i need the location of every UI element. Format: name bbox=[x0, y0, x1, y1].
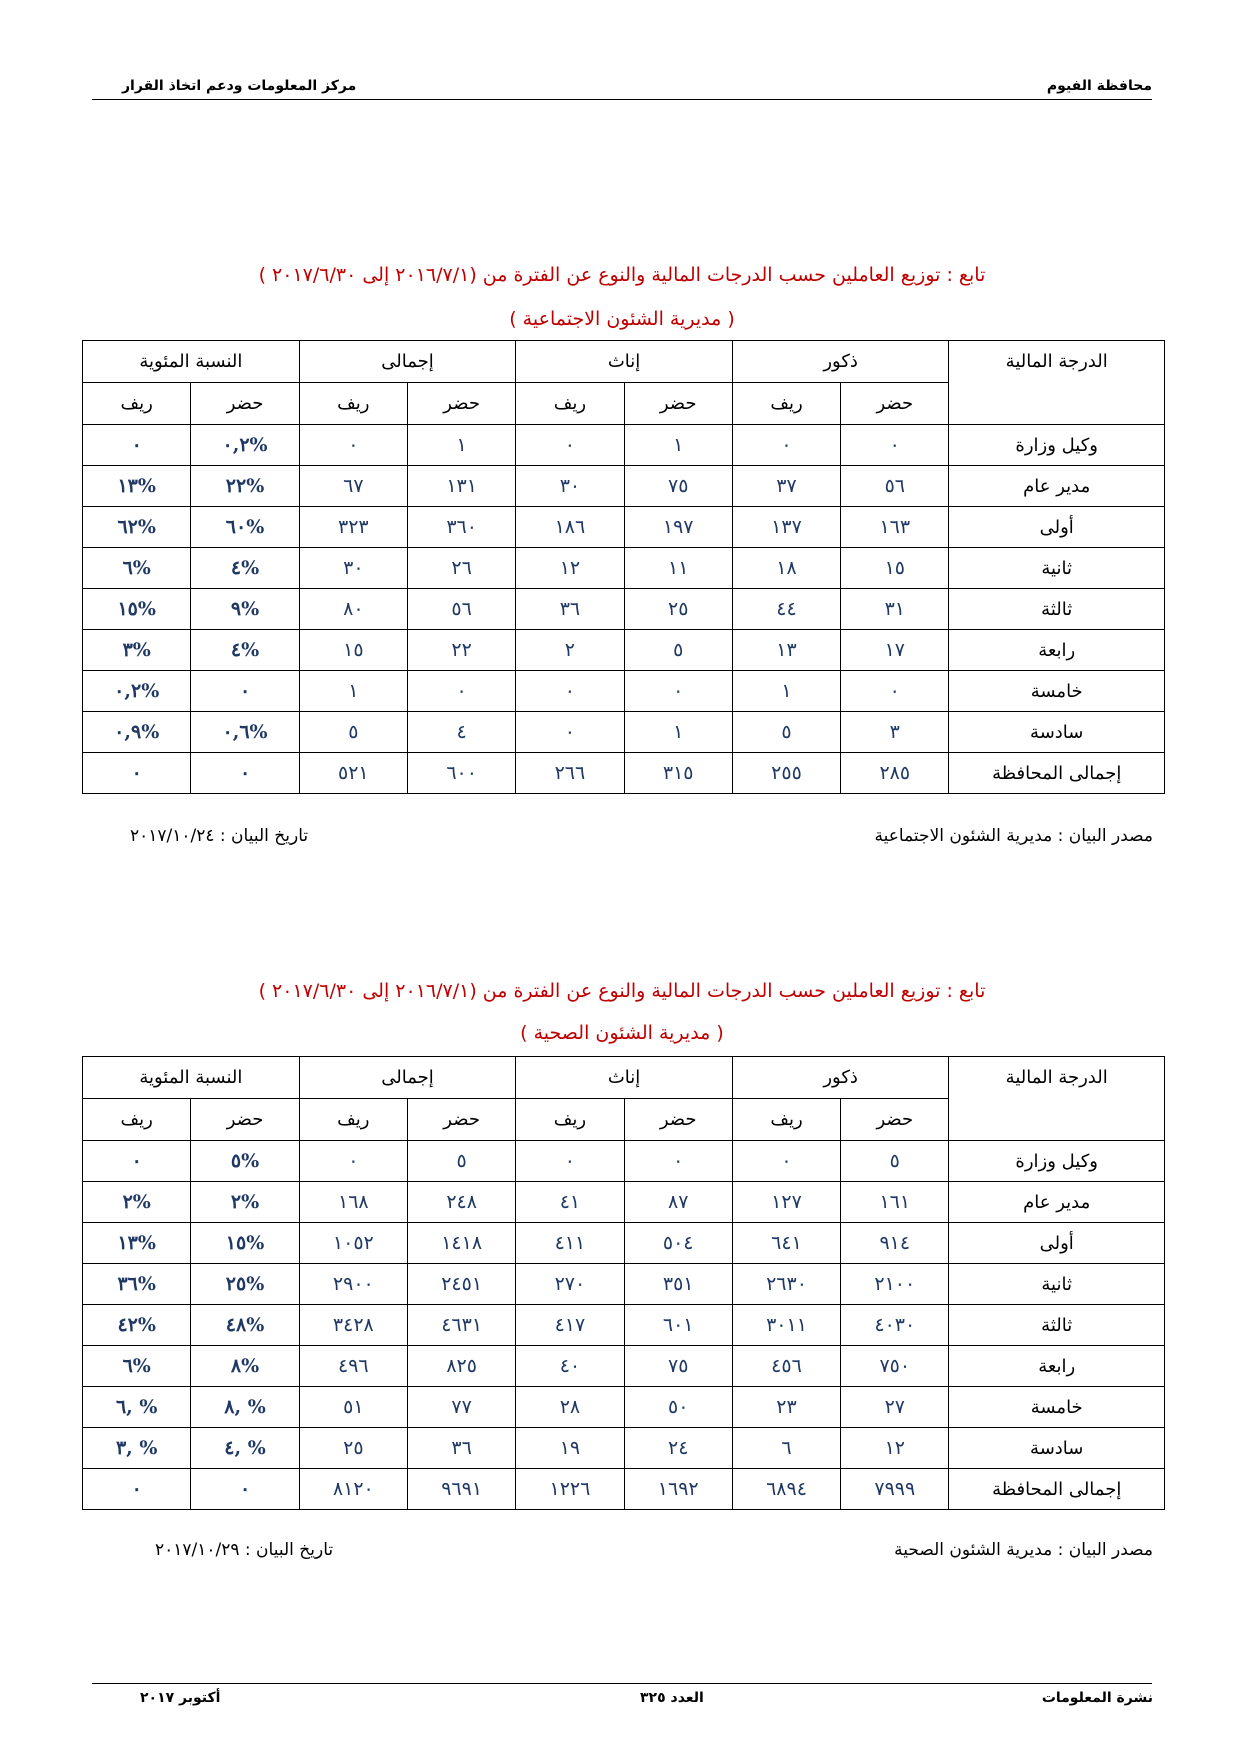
table-cell: %١٣ bbox=[83, 466, 191, 507]
table-cell: %٠,٢ bbox=[83, 671, 191, 712]
table-cell: ٤٦٣١ bbox=[407, 1305, 515, 1346]
table-row bbox=[83, 1469, 1165, 1510]
table2-source: مصدر البيان : مديرية الشئون الصحية bbox=[894, 1540, 1153, 1560]
grade-column-header: الدرجة المالية bbox=[949, 1057, 1165, 1141]
table-cell: %٢ bbox=[83, 1182, 191, 1223]
table1-body bbox=[83, 341, 1165, 794]
table-cell: ٧٥ bbox=[624, 466, 732, 507]
table-row bbox=[83, 589, 1165, 630]
table-cell: ٣٦ bbox=[407, 1428, 515, 1469]
table-cell: ٠ bbox=[516, 712, 624, 753]
table-cell: ١٢٧ bbox=[732, 1182, 840, 1223]
table-cell: %٠,٢ bbox=[191, 425, 299, 466]
table-cell: % ,٨ bbox=[191, 1387, 299, 1428]
table-row bbox=[83, 1346, 1165, 1387]
table-row bbox=[83, 425, 1165, 466]
total-header: إجمالى bbox=[299, 341, 516, 383]
table-cell: ٣١ bbox=[841, 589, 949, 630]
grade-label: ثانية bbox=[949, 1264, 1165, 1305]
table-cell: ٣٦٠ bbox=[407, 507, 515, 548]
table-cell: ٢٧ bbox=[841, 1387, 949, 1428]
grade-label: خامسة bbox=[949, 671, 1165, 712]
table-cell: ٤ bbox=[407, 712, 515, 753]
table-cell: ١ bbox=[624, 425, 732, 466]
urban-subheader: حضر bbox=[624, 383, 732, 425]
table-row bbox=[83, 1305, 1165, 1346]
table-cell: ٠ bbox=[83, 425, 191, 466]
grade-label: وكيل وزارة bbox=[949, 425, 1165, 466]
rural-subheader: ريف bbox=[516, 1099, 624, 1141]
table-cell: ٠ bbox=[191, 1469, 299, 1510]
table-cell: %٦٢ bbox=[83, 507, 191, 548]
header-row-groups bbox=[83, 1057, 1165, 1099]
rural-subheader: ريف bbox=[83, 1099, 191, 1141]
table-cell: ٣٠١١ bbox=[732, 1305, 840, 1346]
table-cell: ٣٥١ bbox=[624, 1264, 732, 1305]
urban-subheader: حضر bbox=[407, 1099, 515, 1141]
total-header: إجمالى bbox=[299, 1057, 516, 1099]
table-cell: ١٠٥٢ bbox=[299, 1223, 407, 1264]
table-cell: ٥٢١ bbox=[299, 753, 407, 794]
urban-subheader: حضر bbox=[191, 383, 299, 425]
table-cell: ٣٢٣ bbox=[299, 507, 407, 548]
table-cell: %٦٠ bbox=[191, 507, 299, 548]
table-cell: ٢٨٥ bbox=[841, 753, 949, 794]
grade-label: خامسة bbox=[949, 1387, 1165, 1428]
table-cell: %٢٢ bbox=[191, 466, 299, 507]
table-cell: ٣٧ bbox=[732, 466, 840, 507]
urban-subheader: حضر bbox=[407, 383, 515, 425]
table-cell: ٢٩٠٠ bbox=[299, 1264, 407, 1305]
table-cell: ٣٤٢٨ bbox=[299, 1305, 407, 1346]
table-cell: ٢٤ bbox=[624, 1428, 732, 1469]
table-cell: ٠ bbox=[516, 425, 624, 466]
table-row bbox=[83, 1387, 1165, 1428]
table-cell: ١٥ bbox=[299, 630, 407, 671]
table-cell: ٠ bbox=[299, 425, 407, 466]
grade-label: سادسة bbox=[949, 712, 1165, 753]
table1 bbox=[82, 340, 1165, 794]
table-row bbox=[83, 1428, 1165, 1469]
table-cell: ٥١ bbox=[299, 1387, 407, 1428]
table2-date: تاريخ البيان : ٢٠١٧/١٠/٢٩ bbox=[155, 1540, 334, 1560]
table-cell: ٤٥٦ bbox=[732, 1346, 840, 1387]
grade-label: أولى bbox=[949, 1223, 1165, 1264]
table-cell: ١٦٨ bbox=[299, 1182, 407, 1223]
table-cell: ٤٠٣٠ bbox=[841, 1305, 949, 1346]
table-cell: ١٤١٨ bbox=[407, 1223, 515, 1264]
table-cell: ١٦١ bbox=[841, 1182, 949, 1223]
males-header: ذكور bbox=[732, 341, 949, 383]
table-cell: ٠ bbox=[299, 1141, 407, 1182]
grade-column-header: الدرجة المالية bbox=[949, 341, 1165, 425]
table-cell: %٤٢ bbox=[83, 1305, 191, 1346]
table-cell: ٢٢ bbox=[407, 630, 515, 671]
grade-label: سادسة bbox=[949, 1428, 1165, 1469]
table-cell: ٥٦ bbox=[407, 589, 515, 630]
table-cell: %٦ bbox=[83, 548, 191, 589]
table-cell: ٦ bbox=[732, 1428, 840, 1469]
urban-subheader: حضر bbox=[624, 1099, 732, 1141]
table-cell: ٢٥٥ bbox=[732, 753, 840, 794]
table-cell: ١ bbox=[732, 671, 840, 712]
table-cell: ١١ bbox=[624, 548, 732, 589]
table-cell: ٠ bbox=[841, 425, 949, 466]
table-cell: ٠ bbox=[407, 671, 515, 712]
table-cell: ٧٧ bbox=[407, 1387, 515, 1428]
table-cell: ٣ bbox=[841, 712, 949, 753]
table-row bbox=[83, 1141, 1165, 1182]
table-cell: %٢ bbox=[191, 1182, 299, 1223]
grade-label: مدير عام bbox=[949, 466, 1165, 507]
table-cell: ١ bbox=[299, 671, 407, 712]
header-center: مركز المعلومات ودعم اتخاذ القرار bbox=[122, 78, 357, 94]
urban-subheader: حضر bbox=[191, 1099, 299, 1141]
table-cell: ٠ bbox=[83, 1469, 191, 1510]
table-cell: ٢٥ bbox=[624, 589, 732, 630]
table1-subtitle: ( مديرية الشئون الاجتماعية ) bbox=[509, 308, 735, 330]
table-cell: % ,٤ bbox=[191, 1428, 299, 1469]
table-cell: ٦٧ bbox=[299, 466, 407, 507]
table-cell: ٦٨٩٤ bbox=[732, 1469, 840, 1510]
urban-subheader: حضر bbox=[841, 383, 949, 425]
table-cell: ٤١١ bbox=[516, 1223, 624, 1264]
males-header: ذكور bbox=[732, 1057, 949, 1099]
table-cell: ٣٠ bbox=[516, 466, 624, 507]
females-header: إناث bbox=[516, 341, 733, 383]
table-cell: ١٨٦ bbox=[516, 507, 624, 548]
grade-label: إجمالى المحافظة bbox=[949, 1469, 1165, 1510]
page-header bbox=[92, 78, 1152, 100]
footer-date: أكتوبر ٢٠١٧ bbox=[140, 1690, 221, 1706]
table-cell: ٢٥ bbox=[299, 1428, 407, 1469]
table-cell: ١٩ bbox=[516, 1428, 624, 1469]
table-cell: ٦٠١ bbox=[624, 1305, 732, 1346]
table-cell: %٨ bbox=[191, 1346, 299, 1387]
grade-label: ثانية bbox=[949, 548, 1165, 589]
table-cell: ٥ bbox=[407, 1141, 515, 1182]
table-cell: ١٢٢٦ bbox=[516, 1469, 624, 1510]
table-cell: ٨٠ bbox=[299, 589, 407, 630]
table-cell: ٢٤٨ bbox=[407, 1182, 515, 1223]
table-cell: ١٣ bbox=[732, 630, 840, 671]
percent-header: النسبة المئوية bbox=[83, 1057, 300, 1099]
grade-label: أولى bbox=[949, 507, 1165, 548]
table-cell: % ,٦ bbox=[83, 1387, 191, 1428]
table-cell: ١٦٩٢ bbox=[624, 1469, 732, 1510]
table-cell: %١٣ bbox=[83, 1223, 191, 1264]
table-cell: ١ bbox=[624, 712, 732, 753]
table-cell: ١٩٧ bbox=[624, 507, 732, 548]
table-cell: ١٨ bbox=[732, 548, 840, 589]
females-header: إناث bbox=[516, 1057, 733, 1099]
table-cell: ٤٠ bbox=[516, 1346, 624, 1387]
table2-subtitle: ( مديرية الشئون الصحية ) bbox=[520, 1022, 724, 1044]
table-cell: %٠,٩ bbox=[83, 712, 191, 753]
rural-subheader: ريف bbox=[299, 1099, 407, 1141]
table1-title: تابع : توزيع العاملين حسب الدرجات المالية والنوع عن الفترة من (٢٠١٦/٧/١ إلى ٢٠١٧/٦/٣٠ ) bbox=[258, 264, 986, 286]
table-cell: ٥٠ bbox=[624, 1387, 732, 1428]
table-cell: ٢٦٦ bbox=[516, 753, 624, 794]
rural-subheader: ريف bbox=[732, 1099, 840, 1141]
table-cell: ٥ bbox=[624, 630, 732, 671]
table-cell: ٦٠٠ bbox=[407, 753, 515, 794]
header-divider bbox=[92, 99, 1152, 100]
footer-issue: العدد ٣٢٥ bbox=[640, 1690, 704, 1706]
table2 bbox=[82, 1056, 1165, 1510]
table-cell: ٠ bbox=[841, 671, 949, 712]
rural-subheader: ريف bbox=[516, 383, 624, 425]
grade-label: رابعة bbox=[949, 630, 1165, 671]
table-cell: ٧٥ bbox=[624, 1346, 732, 1387]
grade-label: ثالثة bbox=[949, 589, 1165, 630]
table-cell: ٥ bbox=[299, 712, 407, 753]
table-row bbox=[83, 712, 1165, 753]
table-cell: %٤ bbox=[191, 548, 299, 589]
table-cell: ٤٤ bbox=[732, 589, 840, 630]
table-cell: ٥٦ bbox=[841, 466, 949, 507]
table-cell: ١٧ bbox=[841, 630, 949, 671]
table-cell: ٣٠ bbox=[299, 548, 407, 589]
table-cell: ٤٩٦ bbox=[299, 1346, 407, 1387]
table-cell: ٠ bbox=[624, 1141, 732, 1182]
table-cell: ٠ bbox=[83, 1141, 191, 1182]
footer-divider bbox=[92, 1683, 1152, 1684]
table-cell: ٨١٢٠ bbox=[299, 1469, 407, 1510]
table-cell: ٢١٠٠ bbox=[841, 1264, 949, 1305]
table-cell: %٣ bbox=[83, 630, 191, 671]
rural-subheader: ريف bbox=[83, 383, 191, 425]
table-cell: ٠ bbox=[83, 753, 191, 794]
table-cell: %٤ bbox=[191, 630, 299, 671]
grade-label: ثالثة bbox=[949, 1305, 1165, 1346]
table-row bbox=[83, 1223, 1165, 1264]
table-cell: ٣١٥ bbox=[624, 753, 732, 794]
table-cell: %٩ bbox=[191, 589, 299, 630]
table-cell: %٣٦ bbox=[83, 1264, 191, 1305]
table-cell: ٢٤٥١ bbox=[407, 1264, 515, 1305]
table-cell: %٠,٦ bbox=[191, 712, 299, 753]
table-cell: % ,٣ bbox=[83, 1428, 191, 1469]
percent-header: النسبة المئوية bbox=[83, 341, 300, 383]
table-cell: ١٢ bbox=[841, 1428, 949, 1469]
table-row bbox=[83, 630, 1165, 671]
table-cell: ٥٠٤ bbox=[624, 1223, 732, 1264]
rural-subheader: ريف bbox=[732, 383, 840, 425]
table-row bbox=[83, 1182, 1165, 1223]
table-cell: ٠ bbox=[624, 671, 732, 712]
rural-subheader: ريف bbox=[299, 383, 407, 425]
table1-date: تاريخ البيان : ٢٠١٧/١٠/٢٤ bbox=[130, 826, 309, 846]
table-cell: ٧٥٠ bbox=[841, 1346, 949, 1387]
table-cell: ٢٧٠ bbox=[516, 1264, 624, 1305]
table-cell: ١٥ bbox=[841, 548, 949, 589]
table-cell: %١٥ bbox=[191, 1223, 299, 1264]
table-cell: ٣٦ bbox=[516, 589, 624, 630]
table1-source: مصدر البيان : مديرية الشئون الاجتماعية bbox=[874, 826, 1153, 846]
table-cell: ٦٤١ bbox=[732, 1223, 840, 1264]
table-cell: %٦ bbox=[83, 1346, 191, 1387]
table-cell: ٩٦٩١ bbox=[407, 1469, 515, 1510]
table-cell: ٠ bbox=[732, 425, 840, 466]
table-cell: %٥ bbox=[191, 1141, 299, 1182]
table-cell: ٠ bbox=[191, 753, 299, 794]
table-cell: ١٣١ bbox=[407, 466, 515, 507]
table2-title: تابع : توزيع العاملين حسب الدرجات المالية والنوع عن الفترة من (٢٠١٦/٧/١ إلى ٢٠١٧/٦/٣٠ ) bbox=[258, 980, 986, 1002]
table-cell: ٢٦٣٠ bbox=[732, 1264, 840, 1305]
table-row bbox=[83, 1264, 1165, 1305]
table-cell: %٤٨ bbox=[191, 1305, 299, 1346]
table-row bbox=[83, 548, 1165, 589]
table-cell: ١ bbox=[407, 425, 515, 466]
header-governorate: محافظة الفيوم bbox=[1046, 78, 1152, 94]
table-cell: ٥ bbox=[732, 712, 840, 753]
table-cell: ٨٢٥ bbox=[407, 1346, 515, 1387]
table-row bbox=[83, 507, 1165, 548]
table-cell: ١٢ bbox=[516, 548, 624, 589]
table-cell: ٤١٧ bbox=[516, 1305, 624, 1346]
table-cell: %٢٥ bbox=[191, 1264, 299, 1305]
grade-label: إجمالى المحافظة bbox=[949, 753, 1165, 794]
header-row-groups bbox=[83, 341, 1165, 383]
table-cell: ٠ bbox=[516, 671, 624, 712]
table-cell: ٥ bbox=[841, 1141, 949, 1182]
table-cell: ٢ bbox=[516, 630, 624, 671]
table-cell: ٩١٤ bbox=[841, 1223, 949, 1264]
table-cell: ١٣٧ bbox=[732, 507, 840, 548]
table-row bbox=[83, 753, 1165, 794]
table-cell: ١٦٣ bbox=[841, 507, 949, 548]
grade-label: وكيل وزارة bbox=[949, 1141, 1165, 1182]
table-cell: %١٥ bbox=[83, 589, 191, 630]
table-cell: ٢٣ bbox=[732, 1387, 840, 1428]
table-row bbox=[83, 466, 1165, 507]
table-cell: ٠ bbox=[516, 1141, 624, 1182]
table2-body bbox=[83, 1057, 1165, 1510]
table-cell: ٠ bbox=[732, 1141, 840, 1182]
table-cell: ٢٨ bbox=[516, 1387, 624, 1428]
footer-bulletin: نشرة المعلومات bbox=[1041, 1690, 1153, 1706]
table-cell: ٢٦ bbox=[407, 548, 515, 589]
table-cell: ٧٩٩٩ bbox=[841, 1469, 949, 1510]
grade-label: رابعة bbox=[949, 1346, 1165, 1387]
table-row bbox=[83, 671, 1165, 712]
table-cell: ٠ bbox=[191, 671, 299, 712]
grade-label: مدير عام bbox=[949, 1182, 1165, 1223]
urban-subheader: حضر bbox=[841, 1099, 949, 1141]
table-cell: ٨٧ bbox=[624, 1182, 732, 1223]
table-cell: ٤١ bbox=[516, 1182, 624, 1223]
